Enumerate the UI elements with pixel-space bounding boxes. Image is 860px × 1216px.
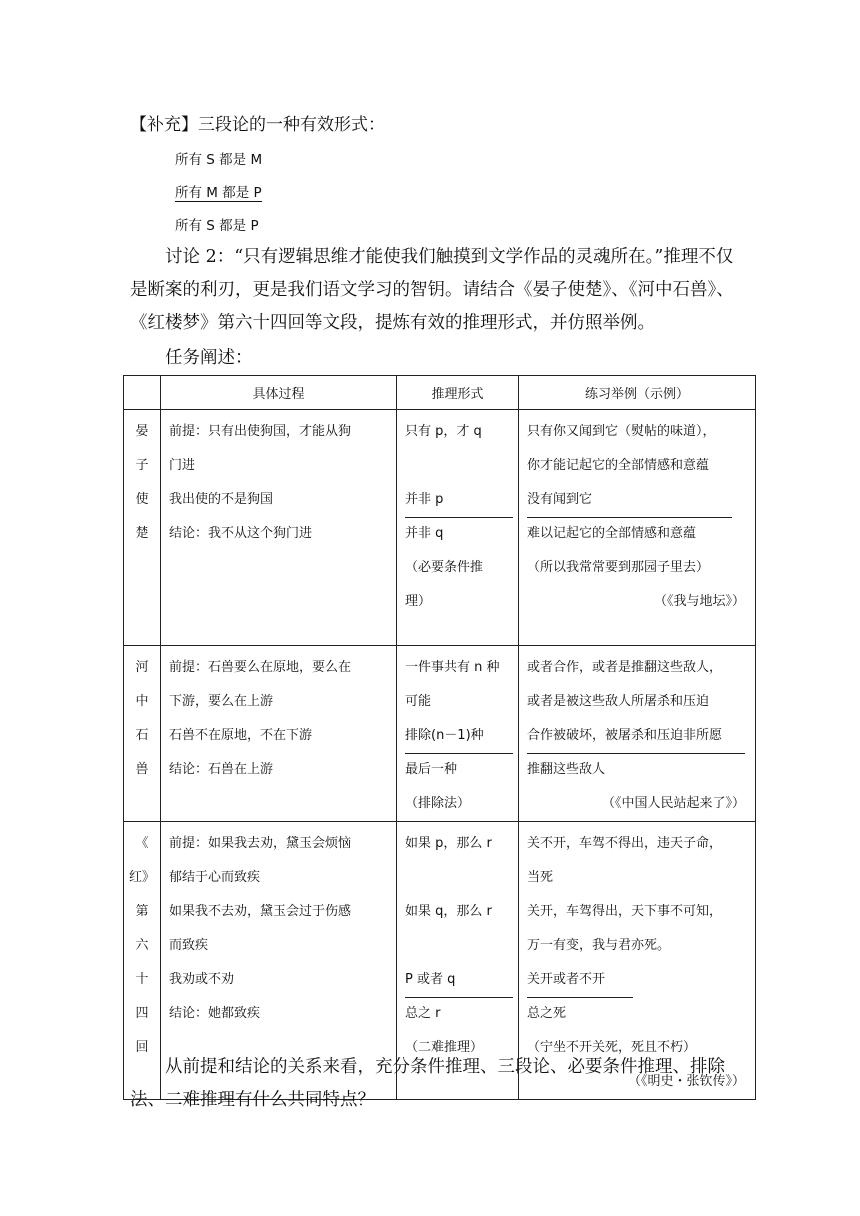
example-line: 当死 <box>527 870 554 885</box>
row-name-char: 回 <box>135 1040 149 1055</box>
form-line <box>405 861 512 895</box>
example-line: 难以记起它的全部情感和意蕴 <box>527 526 697 541</box>
process-line: 结论：石兽在上游 <box>169 762 274 777</box>
example-source: （《明史・张钦传》） <box>627 1074 745 1089</box>
process-line: 我劝或不劝 <box>169 972 235 987</box>
example-source: （《中国人民站起来了》） <box>601 796 745 811</box>
example-cell <box>519 646 756 822</box>
row-name-char: 六 <box>135 938 149 953</box>
form-line: 并非 q <box>405 526 444 541</box>
form-line-minor-premise: 并非 p <box>405 483 513 518</box>
process-line: 门进 <box>169 458 196 473</box>
process-line: 我出使的不是狗国 <box>169 492 274 507</box>
row-name-char: 楚 <box>135 526 149 541</box>
example-line: 你才能记起它的全部情感和意蕴 <box>527 458 710 473</box>
row-name-char: 使 <box>135 492 149 507</box>
form-line: 如果 p，那么 r <box>405 836 492 851</box>
row-name-char: 晏 <box>135 424 149 439</box>
example-line: 关开，车驾得出，天下事不可知， <box>527 904 723 919</box>
example-line: 关不开，车驾不得出，违天子命， <box>527 836 723 851</box>
process-line: 郁结于心而致疾 <box>169 870 261 885</box>
process-line: 如果我不去劝，黛玉会过于伤感 <box>169 904 352 919</box>
form-line: 只有 p，才 q <box>405 424 482 439</box>
row-name-char: 石 <box>135 728 149 743</box>
header-process: 具体过程 <box>161 376 397 410</box>
example-line: （所以我常常要到那园子里去） <box>527 560 710 575</box>
example-line-minor-premise: 关开或者不开 <box>527 963 633 998</box>
form-line: 总之 r <box>405 1006 441 1021</box>
table-row-yanzi <box>124 410 756 646</box>
row-name-char: 《 <box>135 836 149 851</box>
example-line: 或者是被这些敌人所屠杀和压迫 <box>527 694 710 709</box>
task-label: 任务阐述： <box>165 348 253 368</box>
example-cell <box>519 410 756 646</box>
process-cell <box>161 410 397 646</box>
row-name-char: 红》 <box>128 870 155 885</box>
example-line: 推翻这些敌人 <box>527 762 606 777</box>
row-name-char: 河 <box>135 660 149 675</box>
row-name-char: 第 <box>135 904 149 919</box>
example-line: 总之死 <box>527 1006 567 1021</box>
form-line-minor-premise: 排除(n－1)种 <box>405 719 513 754</box>
form-line: 可能 <box>405 694 432 709</box>
form-cell <box>397 410 519 646</box>
form-line: （排除法） <box>405 796 471 811</box>
example-source: （《我与地坛》） <box>653 594 745 609</box>
example-line: 或者合作，或者是推翻这些敌人， <box>527 660 723 675</box>
example-line: （宁坐不开关死，死且不朽） <box>527 1040 697 1055</box>
process-cell <box>161 646 397 822</box>
reasoning-table <box>123 375 756 1100</box>
process-line: 而致疾 <box>169 938 209 953</box>
row-name-hezhong <box>124 646 161 822</box>
process-line: 结论：她都致疾 <box>169 1006 261 1021</box>
header-empty <box>124 376 161 410</box>
process-line: 前提：只有出使狗国，才能从狗 <box>169 424 352 439</box>
row-name-yanzi <box>124 410 161 646</box>
row-name-char: 中 <box>135 694 149 709</box>
form-cell <box>397 646 519 822</box>
row-name-char: 兽 <box>135 762 149 777</box>
process-line: 下游，要么在上游 <box>169 694 274 709</box>
row-name-char: 子 <box>135 458 149 473</box>
syllogism-premise-2: 所有 M 都是 P <box>175 181 262 202</box>
table-row-hezhong <box>124 646 756 822</box>
example-line: 万一有变，我与君亦死。 <box>527 938 671 953</box>
process-line: 石兽不在原地，不在下游 <box>169 728 313 743</box>
row-name-char: 十 <box>135 972 149 987</box>
process-line: 结论：我不从这个狗门进 <box>169 526 313 541</box>
form-line <box>405 929 512 963</box>
table-header-row <box>124 376 756 410</box>
form-line: 最后一种 <box>405 762 458 777</box>
row-name-char: 四 <box>135 1006 149 1021</box>
process-line: 前提：如果我去劝，黛玉会烦恼 <box>169 836 352 851</box>
form-line: 理） <box>405 594 432 609</box>
discussion-paragraph: 讨论 2：“只有逻辑思维才能使我们触摸到文学作品的灵魂所在。”推理不仅是断案的利刃，更是我们语文学习的智钥。请结合《晏子使楚》、《河中石兽》、《红楼梦》第六十四回等文段，提炼有效的推理形式，并仿照举例。 <box>130 247 734 333</box>
process-line: 前提：石兽要么在原地，要么在 <box>169 660 352 675</box>
form-line: （必要条件推 <box>405 560 484 575</box>
form-line-minor-premise: P 或者 q <box>405 963 513 998</box>
header-example: 练习举例（示例） <box>519 376 756 410</box>
supplement-title: 【补充】三段论的一种有效形式： <box>130 115 385 135</box>
form-line: 一件事共有 n 种 <box>405 660 500 675</box>
syllogism-conclusion: 所有 S 都是 P <box>175 218 259 234</box>
syllogism-premise-1: 所有 S 都是 M <box>175 152 263 168</box>
header-form: 推理形式 <box>397 376 519 410</box>
form-line: （二难推理） <box>405 1040 484 1055</box>
form-line: 如果 q，那么 r <box>405 904 492 919</box>
example-line-minor-premise: 没有闻到它 <box>527 483 732 518</box>
closing-question: 从前提和结论的关系来看，充分条件推理、三段论、必要条件推理、排除法、二难推理有什么共同特点？ <box>130 1057 725 1110</box>
example-line: 只有你又闻到它（熨帖的味道）， <box>527 424 716 439</box>
form-line <box>405 449 512 483</box>
example-line-minor-premise: 合作被破坏，被屠杀和压迫非所愿 <box>527 719 745 754</box>
